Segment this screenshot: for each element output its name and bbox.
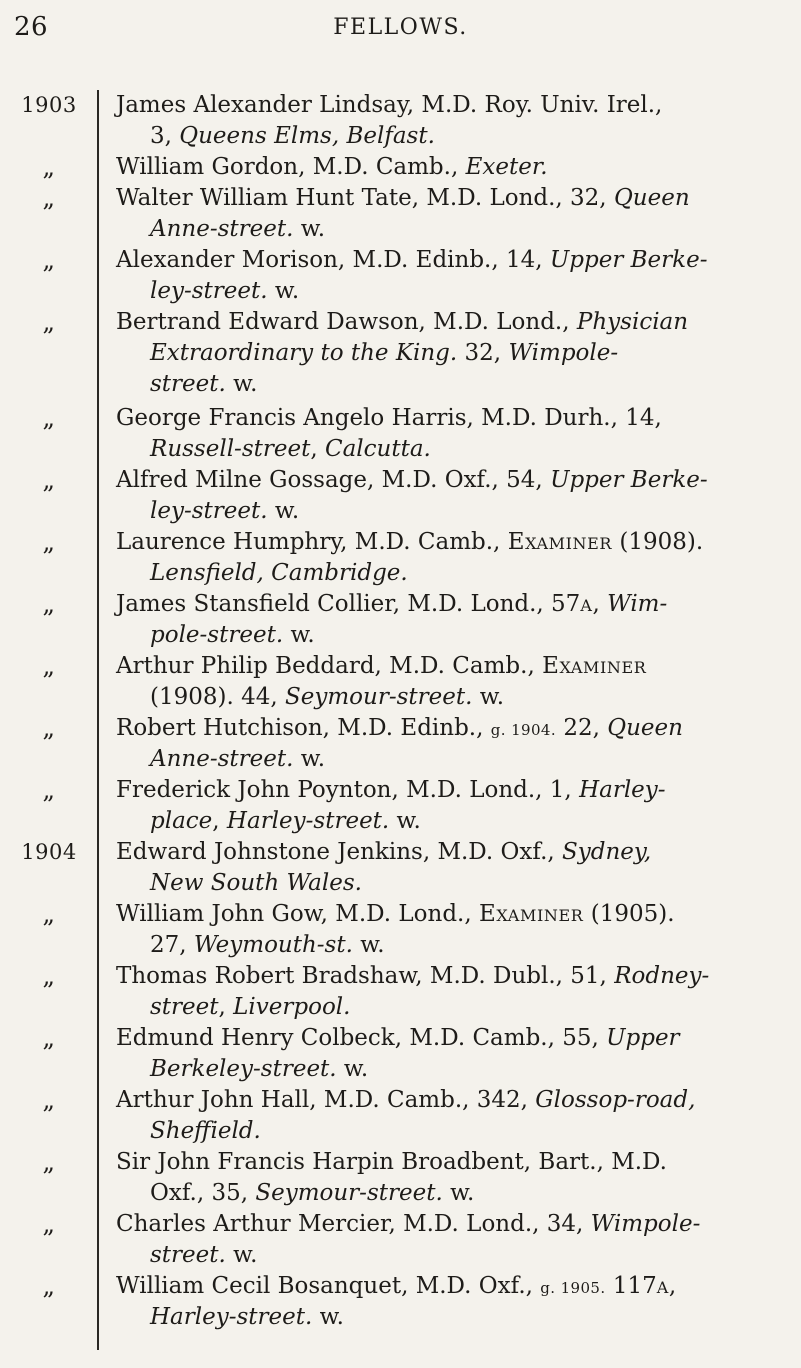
entry-name: Laurence Humphry, M.D. Camb., bbox=[116, 529, 508, 555]
entry-text bbox=[116, 651, 798, 713]
entry-line bbox=[116, 1147, 798, 1178]
entry-line bbox=[116, 1209, 798, 1240]
entry-lindsay bbox=[0, 90, 801, 152]
entry-line bbox=[116, 434, 798, 465]
page-number: 26 bbox=[14, 12, 49, 42]
entry-line bbox=[116, 899, 798, 930]
entry-line bbox=[116, 183, 798, 214]
year-ditto-mark: „ bbox=[42, 404, 56, 432]
entry-name: Sir John Francis Harpin Broadbent, Bart., M.D. bbox=[116, 1149, 667, 1175]
entry-humphry bbox=[0, 527, 801, 589]
entry-hall bbox=[0, 1085, 801, 1147]
entry-address: ley-street. bbox=[150, 278, 268, 304]
entry-address: street. bbox=[150, 1242, 226, 1268]
entry-name: Edmund Henry Colbeck, M.D. Camb., 55, bbox=[116, 1025, 607, 1051]
entry-district: w. bbox=[283, 622, 315, 648]
entry-line bbox=[116, 651, 798, 682]
entry-city: Liverpool. bbox=[233, 994, 351, 1020]
entry-separator: , bbox=[212, 808, 227, 834]
entry-name: George Francis Angelo Harris, M.D. Durh., 14, bbox=[116, 405, 662, 431]
entry-name: Charles Arthur Mercier, M.D. Lond., 34, bbox=[116, 1211, 591, 1237]
entry-line bbox=[116, 276, 798, 307]
entry-address: Russell-street bbox=[150, 436, 311, 462]
entry-line bbox=[116, 307, 798, 338]
entry-address: ley-street. bbox=[150, 498, 268, 524]
entry-city: Sheffield. bbox=[150, 1118, 261, 1144]
entry-line bbox=[116, 121, 798, 152]
entry-district: w. bbox=[336, 1056, 369, 1082]
entry-address-number: 22, bbox=[556, 715, 608, 741]
entry-tate bbox=[0, 183, 801, 245]
entry-role-year: (1908). bbox=[612, 529, 704, 555]
entry-bosanquet bbox=[0, 1271, 801, 1333]
entry-name: Alexander Morison, M.D. Edinb., 14, bbox=[116, 247, 550, 273]
entry-name: James Stansfield Collier, M.D. Lond., 57 bbox=[116, 591, 581, 617]
entry-address: Anne-street. bbox=[150, 216, 294, 242]
entry-line bbox=[116, 465, 798, 496]
entry-address: Harley-street. bbox=[226, 808, 390, 834]
entry-region: New South Wales. bbox=[150, 870, 362, 896]
entry-city: Sydney, bbox=[562, 839, 652, 865]
entry-line bbox=[116, 1302, 798, 1333]
entry-address: Wim- bbox=[607, 591, 668, 617]
entry-dawson bbox=[0, 307, 801, 403]
entry-district: w. bbox=[472, 684, 505, 710]
year-ditto-mark: „ bbox=[42, 246, 56, 274]
entry-line bbox=[116, 496, 798, 527]
entry-line bbox=[116, 868, 798, 899]
entry-line bbox=[116, 682, 798, 713]
entry-morison bbox=[0, 245, 801, 307]
entry-line bbox=[116, 589, 798, 620]
year-ditto-mark: „ bbox=[42, 153, 56, 181]
entry-name: Alfred Milne Gossage, M.D. Oxf., 54, bbox=[116, 467, 551, 493]
entry-district: w. bbox=[293, 216, 326, 242]
entry-name: William Gordon, M.D. Camb., bbox=[116, 154, 466, 180]
entry-line bbox=[116, 558, 798, 589]
entry-line bbox=[116, 620, 798, 651]
entry-district: w. bbox=[389, 808, 421, 834]
entry-text bbox=[116, 1147, 798, 1209]
entry-text bbox=[116, 1271, 798, 1333]
entry-role-year: (1905). bbox=[583, 901, 675, 927]
entry-separator: , bbox=[218, 994, 234, 1020]
entry-address: Exeter. bbox=[465, 154, 548, 180]
entry-district: w. bbox=[267, 278, 300, 304]
entry-colbeck bbox=[0, 1023, 801, 1085]
entry-address: Anne-street. bbox=[150, 746, 294, 772]
entry-line bbox=[116, 775, 798, 806]
entry-address: Seymour-street. bbox=[285, 684, 473, 710]
entry-text bbox=[116, 961, 798, 1023]
year-ditto-mark: „ bbox=[42, 652, 56, 680]
entry-line bbox=[116, 961, 798, 992]
year-label: 1904 bbox=[21, 840, 77, 864]
entry-line bbox=[116, 1271, 798, 1302]
entry-line bbox=[116, 245, 798, 276]
entry-separator: , bbox=[592, 591, 608, 617]
entry-separator: , bbox=[310, 436, 325, 462]
entry-bradshaw bbox=[0, 961, 801, 1023]
entry-line bbox=[116, 1023, 798, 1054]
entry-address: Harley- bbox=[579, 777, 666, 803]
entry-address: pole-street. bbox=[150, 622, 284, 648]
entry-degree: Oxf., 35, bbox=[150, 1180, 256, 1206]
entry-line bbox=[116, 1240, 798, 1271]
entry-line bbox=[116, 90, 798, 121]
entry-address: Weymouth-st. bbox=[193, 932, 353, 958]
entry-address: Wimpole- bbox=[508, 340, 619, 366]
entry-address: street. bbox=[150, 371, 226, 397]
entry-text bbox=[116, 1209, 798, 1271]
entry-address: Queen bbox=[613, 185, 690, 211]
entry-line bbox=[116, 214, 798, 245]
entry-address: Rodney- bbox=[614, 963, 710, 989]
year-ditto-mark: „ bbox=[42, 776, 56, 804]
entry-district: w. bbox=[267, 498, 300, 524]
entry-line bbox=[116, 806, 798, 837]
entry-address: street bbox=[150, 994, 219, 1020]
entry-text bbox=[116, 403, 798, 465]
entry-address: Queens Elms, Belfast. bbox=[179, 123, 435, 149]
entry-jenkins bbox=[0, 837, 801, 899]
entry-name: Robert Hutchison, M.D. Edinb., bbox=[116, 715, 491, 741]
entry-line bbox=[116, 992, 798, 1023]
year-ditto-mark: „ bbox=[42, 1086, 56, 1114]
entry-mercier bbox=[0, 1209, 801, 1271]
entry-broadbent bbox=[0, 1147, 801, 1209]
entry-text bbox=[116, 775, 798, 837]
entry-note: g. 1904. bbox=[490, 721, 557, 739]
entry-hutchison bbox=[0, 713, 801, 775]
entry-harris bbox=[0, 403, 801, 465]
entry-name: Walter William Hunt Tate, M.D. Lond., 32, bbox=[116, 185, 614, 211]
year-ditto-mark: „ bbox=[42, 1272, 56, 1300]
entry-text bbox=[116, 465, 798, 527]
entry-role: Examiner bbox=[479, 901, 584, 927]
entry-note: g. 1905. bbox=[540, 1279, 606, 1297]
entry-gossage bbox=[0, 465, 801, 527]
entry-address: Berkeley-street. bbox=[150, 1056, 337, 1082]
entry-address: Queen bbox=[607, 715, 683, 741]
year-ditto-mark: „ bbox=[42, 308, 56, 336]
entry-poynton bbox=[0, 775, 801, 837]
entry-name: Thomas Robert Bradshaw, M.D. Dubl., 51, bbox=[116, 963, 615, 989]
entry-address-number: 3, bbox=[150, 123, 180, 149]
entry-address: Glossop-road, bbox=[535, 1087, 696, 1113]
entry-text bbox=[116, 90, 798, 152]
entry-text bbox=[116, 1023, 798, 1085]
entry-line bbox=[116, 1116, 798, 1147]
entry-name: William Cecil Bosanquet, M.D. Oxf., bbox=[116, 1273, 541, 1299]
entry-line bbox=[116, 403, 798, 434]
entry-line bbox=[116, 837, 798, 868]
entry-text bbox=[116, 307, 798, 400]
entry-district: w. bbox=[225, 1242, 258, 1268]
year-ditto-mark: „ bbox=[42, 466, 56, 494]
entry-title: Physician bbox=[576, 309, 689, 335]
year-ditto-mark: „ bbox=[42, 1210, 56, 1238]
entry-name: Frederick John Poynton, M.D. Lond., 1, bbox=[116, 777, 580, 803]
running-head: FELLOWS. bbox=[333, 15, 468, 40]
entry-collier bbox=[0, 589, 801, 651]
entry-line bbox=[116, 1178, 798, 1209]
entry-address: place bbox=[150, 808, 213, 834]
entry-line bbox=[116, 744, 798, 775]
entry-name: William John Gow, M.D. Lond., bbox=[116, 901, 479, 927]
entry-city: Calcutta. bbox=[324, 436, 431, 462]
entry-text bbox=[116, 899, 798, 961]
entry-district: w. bbox=[352, 932, 385, 958]
entry-address-suffix: a bbox=[656, 1273, 669, 1299]
entry-name: James Alexander Lindsay, M.D. Roy. Univ. Irel., bbox=[116, 92, 663, 118]
entry-line bbox=[116, 1085, 798, 1116]
entry-line bbox=[116, 369, 798, 400]
entry-text bbox=[116, 245, 798, 307]
entry-address-suffix: a bbox=[580, 591, 593, 617]
entry-text bbox=[116, 589, 798, 651]
entry-district: w. bbox=[293, 746, 326, 772]
entry-line bbox=[116, 527, 798, 558]
entry-address-number: 27, bbox=[150, 932, 194, 958]
year-ditto-mark: „ bbox=[42, 590, 56, 618]
entry-text bbox=[116, 152, 798, 183]
entry-address: Wimpole- bbox=[590, 1211, 701, 1237]
fellows-list bbox=[0, 90, 801, 1333]
entry-address: Upper Berke- bbox=[550, 467, 708, 493]
entry-address-number: 117 bbox=[605, 1273, 657, 1299]
year-ditto-mark: „ bbox=[42, 1024, 56, 1052]
year-ditto-mark: „ bbox=[42, 184, 56, 212]
entry-text bbox=[116, 837, 798, 899]
entry-gow bbox=[0, 899, 801, 961]
entry-role: Examiner bbox=[542, 653, 647, 679]
entry-separator: , bbox=[668, 1273, 677, 1299]
entry-address: Harley-street. bbox=[150, 1304, 313, 1330]
entry-line bbox=[116, 152, 798, 183]
entry-address-number: 32, bbox=[457, 340, 509, 366]
year-ditto-mark: „ bbox=[42, 714, 56, 742]
year-label: 1903 bbox=[21, 93, 77, 117]
entry-line bbox=[116, 713, 798, 744]
entry-address: Lensfield, Cambridge. bbox=[150, 560, 408, 586]
entry-role-year: (1908). 44, bbox=[150, 684, 285, 710]
entry-line bbox=[116, 930, 798, 961]
entry-district: w. bbox=[312, 1304, 344, 1330]
entry-beddard bbox=[0, 651, 801, 713]
page-header bbox=[0, 12, 801, 56]
year-ditto-mark: „ bbox=[42, 528, 56, 556]
entry-address: Seymour-street. bbox=[255, 1180, 443, 1206]
entry-district: w. bbox=[442, 1180, 475, 1206]
entry-line bbox=[116, 338, 798, 369]
entry-name: Arthur John Hall, M.D. Camb., 342, bbox=[116, 1087, 536, 1113]
year-ditto-mark: „ bbox=[42, 1148, 56, 1176]
entry-text bbox=[116, 183, 798, 245]
year-ditto-mark: „ bbox=[42, 962, 56, 990]
entry-name: Arthur Philip Beddard, M.D. Camb., bbox=[116, 653, 543, 679]
entry-line bbox=[116, 1054, 798, 1085]
entry-district: w. bbox=[225, 371, 258, 397]
entry-role: Examiner bbox=[507, 529, 613, 555]
year-ditto-mark: „ bbox=[42, 900, 56, 928]
entry-text bbox=[116, 713, 798, 775]
entry-text bbox=[116, 527, 798, 589]
entry-title: Extraordinary to the King. bbox=[150, 340, 458, 366]
entry-name: Bertrand Edward Dawson, M.D. Lond., bbox=[116, 309, 577, 335]
entry-address: Upper bbox=[606, 1025, 680, 1051]
entry-gordon bbox=[0, 152, 801, 183]
entry-text bbox=[116, 1085, 798, 1147]
entry-name: Edward Johnstone Jenkins, M.D. Oxf., bbox=[116, 839, 562, 865]
entry-address: Upper Berke- bbox=[549, 247, 708, 273]
